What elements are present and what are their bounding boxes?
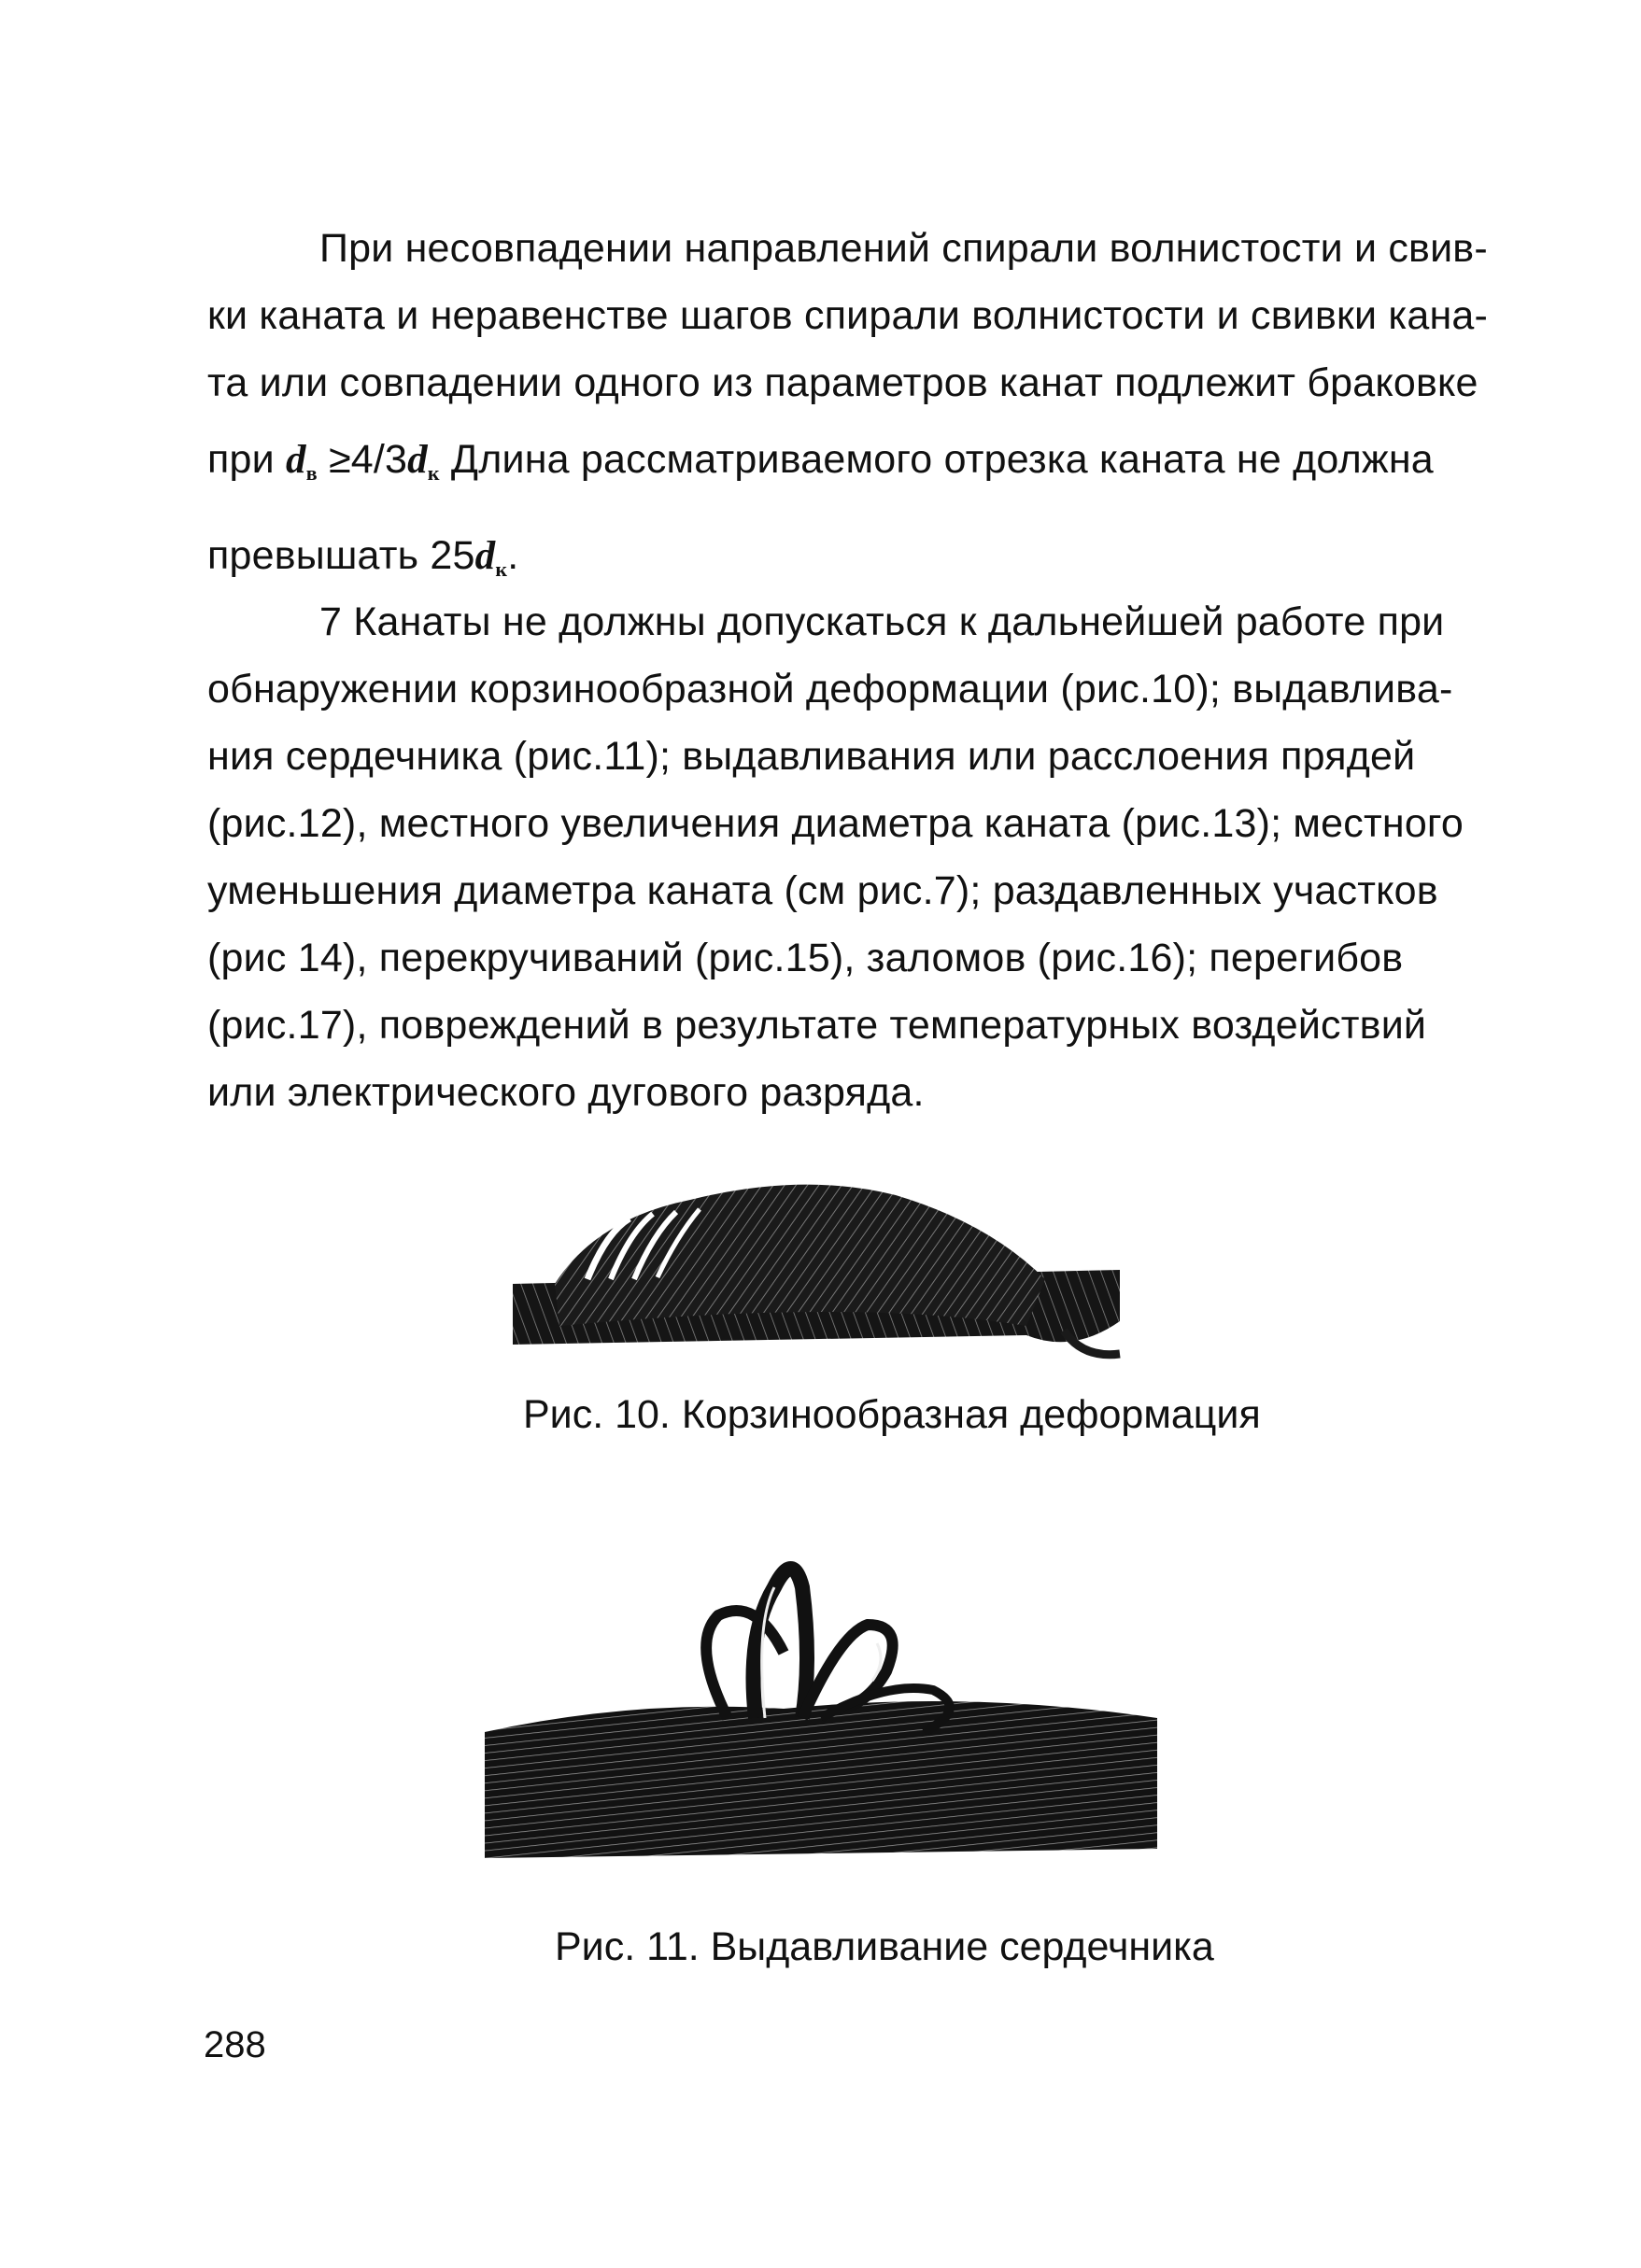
- text-line: 7 Канаты не должны допускаться к дальнейшей работе при: [319, 599, 1445, 644]
- text-fragment: при: [207, 437, 275, 482]
- text-fragment: .: [507, 533, 519, 578]
- paragraph-2: [207, 588, 1464, 1126]
- text-line: ния сердечника (рис.11); выдавливания или расслоения прядей: [207, 734, 1416, 779]
- subscript-k: к: [427, 461, 440, 485]
- text-line: та или совпадении одного из параметров канат подлежит браковке: [207, 360, 1478, 405]
- page-number: 288: [204, 2024, 266, 2065]
- relation-text: ≥4/3: [328, 437, 408, 482]
- paragraph-1: [207, 215, 1489, 609]
- figure-10: [0, 1167, 1641, 1382]
- text-line: (рис.17), повреждений в результате температурных воздействий: [207, 1003, 1427, 1048]
- rope-basket-deformation-illustration: [466, 1167, 1176, 1382]
- text-line: При несовпадении направлений спирали волнистости и свив-: [319, 226, 1488, 271]
- text-fragment: Длина рассматриваемого отрезка каната не должна: [450, 437, 1434, 482]
- text-line: (рис.12), местного увеличения диаметра каната (рис.13); местного: [207, 801, 1464, 846]
- text-line: обнаружении корзинообразной деформации (рис.10); выдавлива-: [207, 667, 1453, 711]
- diameter-symbol: d: [407, 438, 428, 482]
- subscript-k: к: [495, 557, 508, 581]
- text-line: ки каната и неравенстве шагов спирали волнистости и свивки кана-: [207, 293, 1489, 338]
- figure-11: [0, 1531, 1641, 1867]
- diameter-symbol: d: [285, 438, 306, 482]
- text-line: уменьшения диаметра каната (см рис.7); раздавленных участков: [207, 868, 1438, 913]
- text-line-with-formula: [207, 416, 1459, 516]
- figure-11-caption: Рис. 11. Выдавливание сердечника: [555, 1924, 1214, 1969]
- subscript-b: в: [305, 461, 318, 485]
- figure-10-caption: Рис. 10. Корзинообразная деформация: [523, 1392, 1261, 1437]
- text-line: (рис 14), перекручиваний (рис.15), заломов (рис.16); перегибов: [207, 936, 1404, 980]
- diameter-symbol: d: [474, 534, 496, 578]
- rope-core-extrusion-illustration: [447, 1531, 1195, 1867]
- text-fragment: превышать 25: [207, 533, 475, 578]
- text-line: или электрического дугового разряда.: [207, 1070, 925, 1115]
